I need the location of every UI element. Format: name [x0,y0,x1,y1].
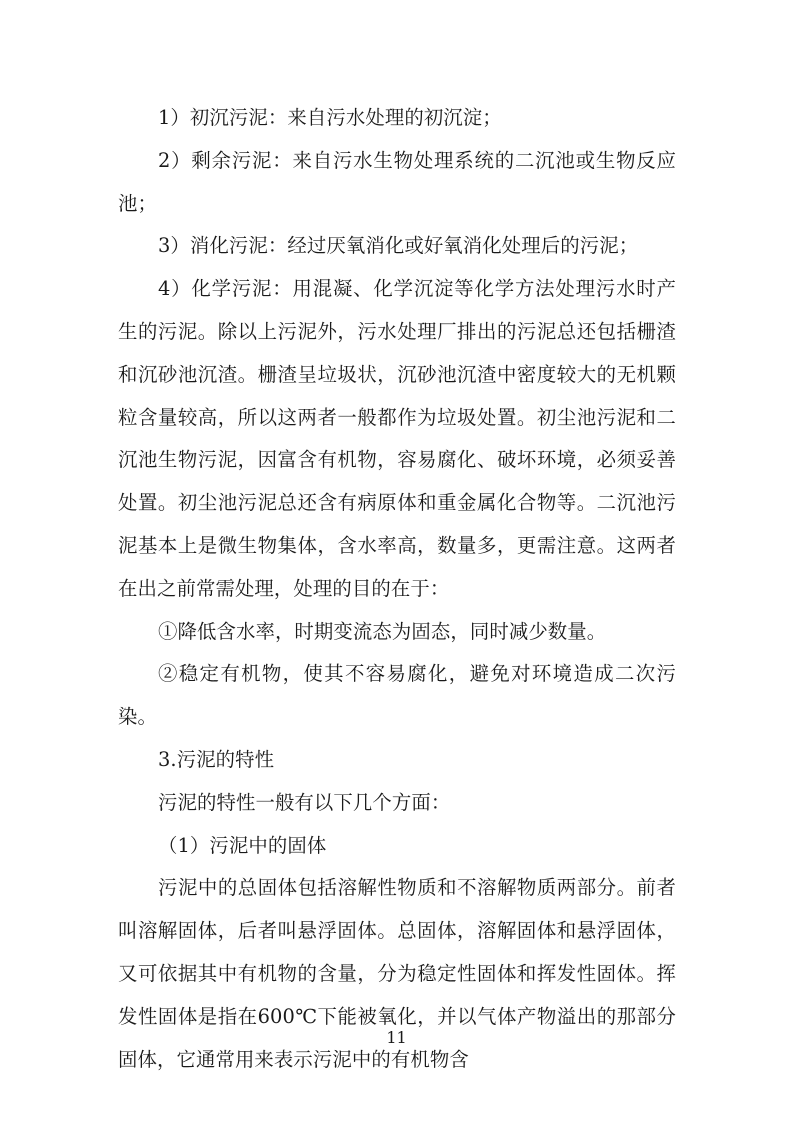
paragraph-reduce-water: ①降低含水率，时期变流态为固态，同时减少数量。 [158,619,607,643]
document-body [118,97,676,1081]
paragraph-primary-sludge: 1）初沉污泥：来自污水处理的初沉淀； [158,106,502,129]
subheading-solids: （1）污泥中的固体 [158,833,327,857]
paragraph-properties-intro: 污泥的特性一般有以下几个方面： [158,790,451,814]
paragraph-solids-description: 污泥中的总固体包括溶解性物质和不溶解物质两部分。前者叫溶解固体，后者叫悬浮固体。总固体，溶解固体和悬浮固体，又可依据其中有机物的含量，分为稳定性固体和挥发性固体。挥发性固体是指在600℃下能被氧化，并以气体产物溢出的那部分固体，它通常用来表示污泥中的有机物含 [118,876,676,1071]
paragraph-chemical-sludge: 4）化学污泥：用混凝、化学沉淀等化学方法处理污水时产生的污泥。除以上污泥外，污水处理厂排出的污泥总还包括栅渣和沉砂池沉渣。栅渣呈垃圾状，沉砂池沉渣中密度较大的无机颗粒含量较高，所以这两者一般都作为垃圾处置。初尘池污泥和二沉池生物污泥，因富含有机物，容易腐化、破坏环境，必须妥善处置。初尘池污泥总还含有病原体和重金属化合物等。二沉池污泥基本上是微生物集体，含水率高，数量多，更需注意。这两者在出之前常需处理，处理的目的在于： [118,277,676,600]
paragraph-excess-sludge: 2）剩余污泥：来自污水生物处理系统的二沉池或生物反应池； [118,148,676,215]
page-number: 11 [386,1028,407,1047]
paragraph-stabilize-organics: ②稳定有机物，使其不容易腐化，避免对环境造成二次污染。 [118,662,676,729]
section-heading-sludge-properties: 3.污泥的特性 [158,747,275,771]
paragraph-digested-sludge: 3）消化污泥：经过厌氧消化或好氧消化处理后的污泥； [158,234,639,258]
